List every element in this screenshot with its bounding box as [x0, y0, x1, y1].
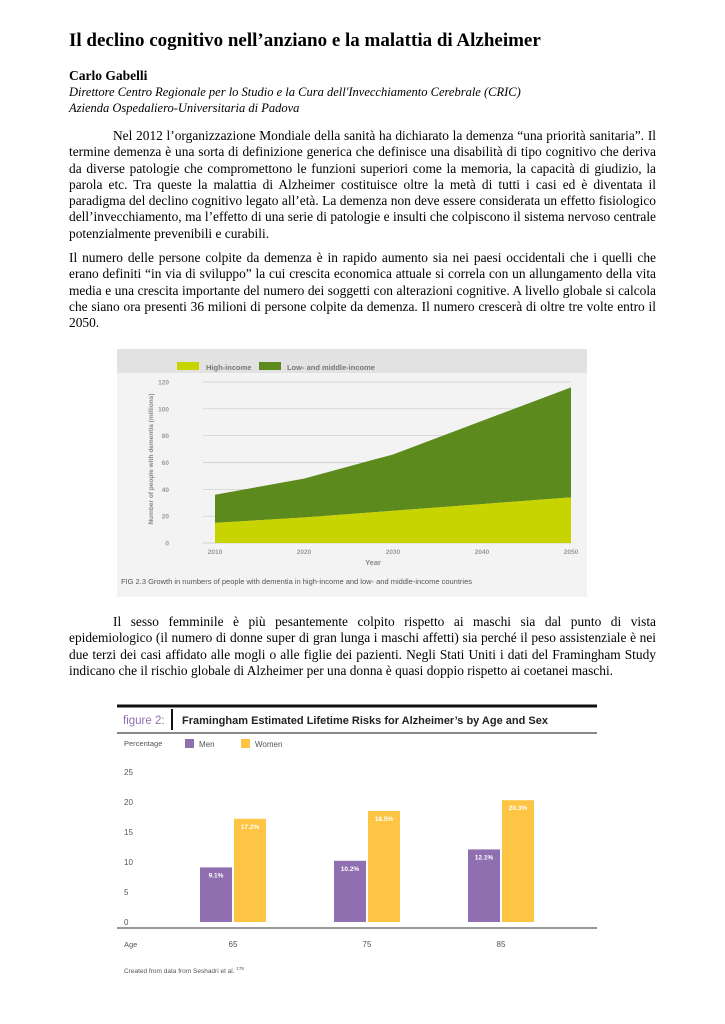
legend-swatch-men [185, 739, 194, 748]
affiliation-line-2: Azienda Ospedaliero-Universitaria di Padova [69, 101, 300, 115]
framingham-risk-chart [117, 703, 607, 983]
author-name: Carlo Gabelli [69, 68, 148, 83]
legend-swatch-low-middle-income [259, 362, 281, 370]
x-axis-label: Age [124, 940, 138, 949]
bar-women-65 [234, 819, 266, 922]
bar-label-men-85: 12.1% [474, 854, 494, 862]
x-tick-label: 2050 [563, 549, 579, 556]
bar-label-men-65: 9.1% [208, 872, 224, 880]
y-tick-label: 100 [158, 406, 169, 414]
x-tick-label: 65 [228, 940, 238, 949]
bar-label-women-65: 17.2% [240, 823, 260, 831]
legend-swatch-women [241, 739, 250, 748]
legend-label-women: Women [255, 740, 283, 749]
x-tick-label: 2010 [207, 549, 223, 556]
x-tick-label: 2020 [296, 549, 312, 556]
y-tick-label: 20 [124, 798, 133, 807]
dementia-growth-chart [117, 349, 587, 597]
bar-label-men-75: 10.2% [340, 865, 360, 873]
y-tick-label: 60 [161, 460, 169, 467]
bar-women-75 [368, 811, 400, 922]
figure-source-note [124, 966, 244, 975]
y-tick-label: 10 [124, 858, 133, 867]
paragraph-3 [69, 614, 656, 679]
x-tick-label: 85 [496, 940, 506, 949]
y-tick-label: 15 [124, 828, 133, 837]
paragraph-1 [69, 128, 656, 242]
figure-caption: FIG 2.3 Growth in numbers of people with dementia in high-income and low- and middle-income countries [121, 577, 473, 586]
y-tick-label: 20 [161, 513, 169, 521]
affiliation-line-1: Direttore Centro Regionale per lo Studio e la Cura dell'Invecchiamento Cerebrale (CRIC) [69, 85, 521, 99]
document-title: Il declino cognitivo nell’anziano e la malattia di Alzheimer [69, 30, 541, 51]
x-tick-label: 2030 [385, 549, 401, 556]
dementia-growth-figure [117, 349, 587, 597]
figure-source-text: Created from data from Seshadri et al. [124, 968, 235, 975]
x-axis-label: Year [365, 558, 381, 567]
x-tick-label: 75 [362, 940, 372, 949]
bar-label-women-85: 20.3% [508, 805, 528, 813]
paragraph-2 [69, 250, 656, 331]
legend-swatch-high-income [177, 362, 199, 370]
bar-label-women-75: 18.5% [374, 816, 394, 823]
y-tick-label: 40 [161, 486, 169, 494]
framingham-risk-figure [117, 703, 607, 983]
x-tick-label: 2040 [474, 549, 490, 556]
y-tick-label: 0 [124, 918, 129, 927]
y-tick-label: 25 [124, 768, 133, 777]
paragraph-3-text: Il sesso femminile è più pesantemente colpito rispetto ai maschi sia dal punto di vista epidemiologico (il numero di donne super di gran lunga i maschi affetti) sia perché il peso assistenziale è nei due terzi dei casi affidato alle mogli o alle figlie dei pazienti. Negli Stati Uniti i dati del Framingham Study indicano che il rischio globale di Alzheimer per una donna è quasi doppio rispetto ai coetanei maschi. [69, 614, 656, 678]
figure-title: Framingham Estimated Lifetime Risks for Alzheimer’s by Age and Sex [182, 715, 548, 727]
y-tick-label: 0 [165, 540, 169, 548]
y-axis-label: Number of people with dementia (millions) [148, 393, 155, 525]
legend-label-men: Men [199, 740, 215, 749]
figure-source-ref: 178 [236, 966, 244, 971]
y-tick-label: 120 [158, 379, 169, 387]
y-tick-label: 80 [161, 433, 169, 441]
legend-label-low-middle-income: Low- and middle-income [287, 363, 375, 372]
paragraph-1-text: Nel 2012 l’organizzazione Mondiale della sanità ha dichiarato la demenza “una priorità sanitaria”. Il termine demenza è una sorta di definizione generica che definisce una disabilità di tipo cognitivo che deriva da diverse patologie che compromettono le funzioni superiori come la memoria, la capacità di giudizio, la parola etc. Tra queste la malattia di Alzheimer costituisce oltre la metà di tutti i casi ed è diventata il paradigma del declino cognitivo legato all’età. La demenza non deve essere considerata un effetto fisiologico dell’invecchiamento, ma l’effetto di una serie di patologie e insulti che colpiscono il sistema nervoso centrale potenzialmente prevenibili e curabili. [69, 128, 656, 241]
y-tick-label: 5 [124, 888, 129, 897]
figure-number-label: figure 2: [123, 715, 165, 727]
bar-women-85 [502, 800, 534, 922]
legend-label-high-income: High-income [206, 363, 252, 372]
y-axis-label: Percentage [124, 739, 163, 748]
paragraph-2-text: Il numero delle persone colpite da demenza è in rapido aumento sia nei paesi occidentali che i quelli che erano definiti “in via di sviluppo” la cui crescita economica attuale si correla con un allungamento della vita media e una crescita importante del numero dei soggetti con alterazioni cognitive. A livello globale si calcola che siano ora presenti 36 milioni di persone colpite da demenza. Il numero crescerà di oltre tre volte entro il 2050. [69, 250, 656, 331]
